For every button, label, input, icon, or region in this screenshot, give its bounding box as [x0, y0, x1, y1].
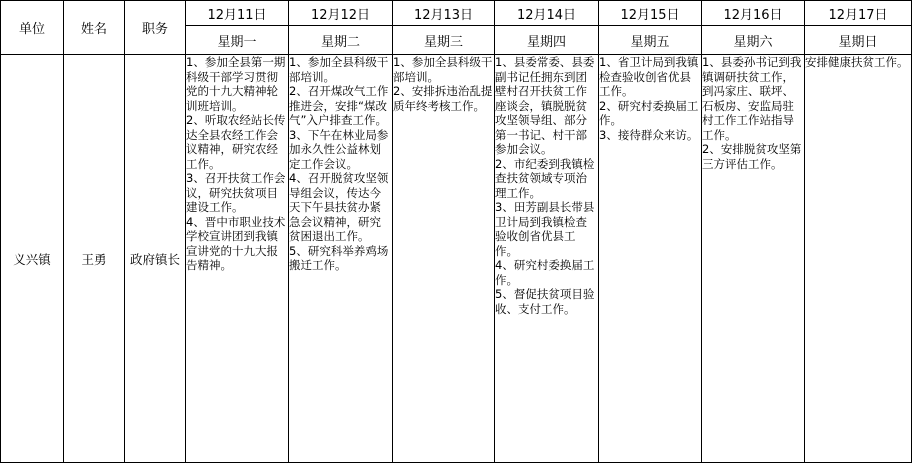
- header-unit: 单位: [1, 1, 64, 55]
- date-header: 12月12日: [289, 1, 393, 26]
- task-item: 1、参加全县科级干部培训。: [393, 55, 493, 84]
- header-date-row: [1, 1, 912, 26]
- date-header: 12月15日: [599, 1, 702, 26]
- day-cell-thu: [495, 55, 599, 463]
- task-item: 1、参加全县科级干部培训。: [289, 55, 389, 84]
- task-item: 5、研究科举养鸡场搬迁工作。: [289, 243, 389, 272]
- day-cell-mon: [186, 55, 289, 463]
- date-header: 12月14日: [495, 1, 599, 26]
- day-cell-fri: [599, 55, 702, 463]
- task-item: 1、县委常委、县委副书记任拥东到团壁村召开扶贫工作座谈会，镇脱脱贫攻坚领导组、部分第一书记、村干部参加会议。: [495, 55, 595, 156]
- unit-cell: 义兴镇: [1, 55, 64, 463]
- date-header: 12月13日: [393, 1, 495, 26]
- task-item: 1、参加全县第一期科级干部学习贯彻党的十九大精神轮训班培训。: [186, 55, 286, 113]
- header-position: 职务: [125, 1, 186, 55]
- position-cell: 政府镇长: [125, 55, 186, 463]
- task-item: 2、召开煤改气工作推进会，安排“煤改气”入户排查工作。: [289, 84, 389, 127]
- table-row: [1, 55, 912, 463]
- date-header: 12月16日: [702, 1, 805, 26]
- day-cell-tue: [289, 55, 393, 463]
- date-header: 12月17日: [805, 1, 912, 26]
- task-item: 3、召开扶贫工作会议，研究扶贫项目建设工作。: [186, 171, 286, 214]
- task-item: 2、听取农经站长传达全县农经工作会议精神，研究农经工作。: [186, 113, 286, 171]
- task-item: 4、研究村委换届工作。: [495, 258, 595, 287]
- task-item: 2、安排拆违治乱提质年终考核工作。: [393, 84, 493, 113]
- task-item: 2、安排脱贫攻坚第三方评估工作。: [702, 142, 802, 171]
- task-item: 2、市纪委到我镇检查扶贫领域专项治理工作。: [495, 156, 595, 200]
- task-item: 3、田芳副县长带县卫计局到我镇检查验收创省优县工作。: [495, 200, 595, 258]
- task-item: 1、县委孙书记到我镇调研扶贫工作，到冯家庄、联坪、石板房、安监局驻村工作工作站指导工作。: [702, 55, 802, 142]
- task-item: 4、召开脱贫攻坚领导组会议，传达今天下午县扶贫办紧急会议精神，研究贫困退出工作。: [289, 171, 389, 243]
- name-cell: 王勇: [64, 55, 125, 463]
- weekday-header: 星期四: [495, 26, 599, 55]
- weekday-header: 星期一: [186, 26, 289, 55]
- day-cell-sat: [702, 55, 805, 463]
- weekday-header: 星期三: [393, 26, 495, 55]
- task-item: 3、下午在林业局参加永久性公益林划定工作会议。: [289, 127, 389, 171]
- weekday-header: 星期六: [702, 26, 805, 55]
- task-item: 安排健康扶贫工作。: [805, 55, 909, 69]
- task-item: 1、省卫计局到我镇检查验收创省优县工作。: [599, 55, 699, 98]
- weekday-header: 星期日: [805, 26, 912, 55]
- header-name: 姓名: [64, 1, 125, 55]
- date-header: 12月11日: [186, 1, 289, 26]
- task-item: 4、晋中市职业技术学校宣讲团到我镇宣讲党的十九大报告精神。: [186, 214, 286, 272]
- task-item: 3、接待群众来访。: [599, 127, 699, 142]
- weekday-header: 星期五: [599, 26, 702, 55]
- task-item: 5、督促扶贫项目验收、支付工作。: [495, 287, 595, 316]
- day-cell-sun: [805, 55, 912, 463]
- day-cell-wed: [393, 55, 495, 463]
- weekday-header: 星期二: [289, 26, 393, 55]
- task-item: 2、研究村委换届工作。: [599, 98, 699, 127]
